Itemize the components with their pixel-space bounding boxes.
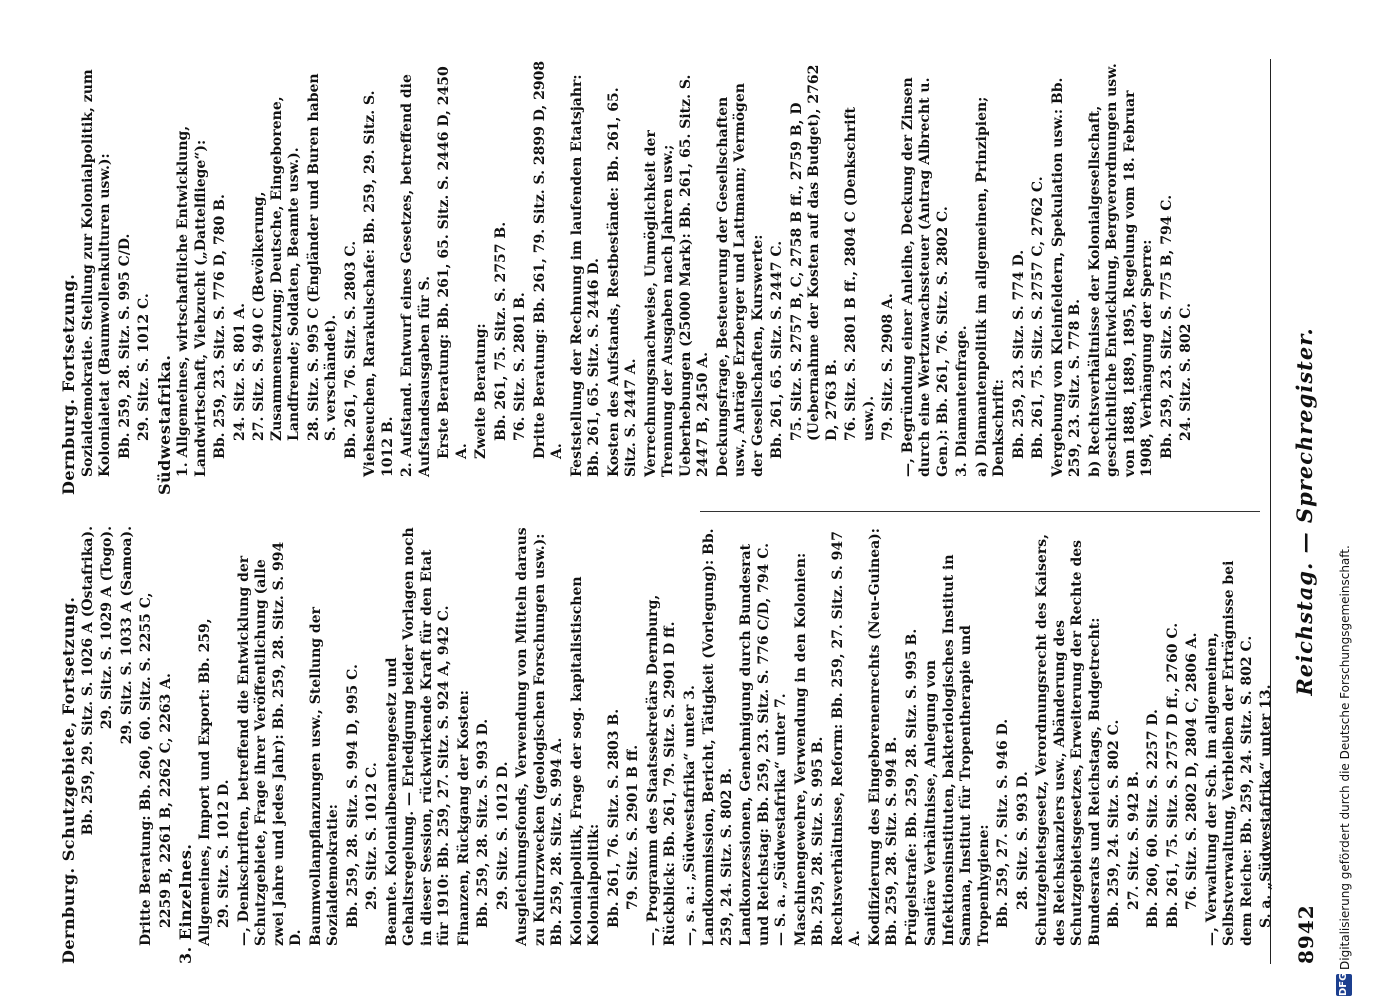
register-entry: —, Programm des Staatssekretärs Dernburg, Rückblick: Bb. 261, 79. Sitz. S. 2901 D ff. xyxy=(644,594,678,946)
register-entry: Landkonzessionen, Genehmigung durch Bundesrat und Reichstag: Bb. 259, 23. Sitz. S. 776 C/D, 794 C. — S. a. „Südwestafrika“ unter 7. xyxy=(738,543,789,946)
register-entry: 29. Sitz. S. 1012 D. xyxy=(494,761,511,910)
register-entry: Allgemeines, Import und Export: Bb. 259, xyxy=(196,618,213,946)
register-entry: 29. Sitz. S. 1033 A (Samoa). xyxy=(118,526,135,745)
register-entry: Kodifizierung des Eingeborenenrechts (Neu-Guinea): Bb. 259, 28. Sitz. S. 994 B. xyxy=(866,528,900,946)
register-entry: S. a. „Südwestafrika“ unter 13. xyxy=(1258,684,1274,928)
register-entry: 79. Sitz. S. 2908 A. xyxy=(880,293,896,441)
register-entry: 28. Sitz. S. 993 D. xyxy=(1014,771,1031,910)
register-entry: Bb. 259, 24. Sitz. S. 802 C. xyxy=(1106,719,1122,928)
register-entry: Kosten des Aufstands, Restbestände: Bb. 261, 65. Sitz. S. 2447 A. xyxy=(605,87,639,477)
register-entry: —, Begründung einer Anleihe, Deckung der Zinsen durch eine Wertzuwachssteuer (Antrag Albrecht u. Gen.): Bb. 261, 76. Sitz. S. 2802 C. xyxy=(899,77,951,477)
right-column xyxy=(60,59,1265,495)
register-entry: Bb. 261, 76. Sitz. S. 2803 C. xyxy=(342,240,359,459)
register-entry: Kolonialpolitik, Frage der sog. kapitalistischen Kolonialpolitik: xyxy=(568,576,602,946)
register-entry: —, Denkschriften, betreffend die Entwicklung der Schutzgebiete, Frage ihrer Veröffentlichung (alle zwei Jahre und jedes Jahr): Bb. 259, 28. Sitz. S. 994 D. xyxy=(235,541,304,946)
register-entry: b) Rechtsverhältnisse der Kolonialgesellschaft, geschichtliche Entwicklung, Bergverordnungen usw. von 1888, 1889, 1895, Regelung vom 18. Februar 1908, Verhängung der Sperre: xyxy=(1086,63,1155,477)
digitization-note xyxy=(1336,0,1354,1000)
register-entry: Feststellung der Rechnung im laufenden Etatsjahr: Bb. 261, 65. Sitz. S. 2446 D. xyxy=(568,74,602,477)
register-entry: 29. Sitz. S. 1029 A (Togo). xyxy=(99,526,115,730)
register-entry: 3. Einzelnes. xyxy=(176,843,195,964)
register-entry: 1. Allgemeines, wirtschaftliche Entwicklung, Landwirtschaft, Viehzucht („Dattelfliege“): xyxy=(175,125,209,477)
register-entry: 29. Sitz. S. 1012 C. xyxy=(136,293,152,441)
left-column xyxy=(59,526,1274,964)
register-entry: —, s. a.: „Südwestafrika“ unter 3. xyxy=(681,685,698,946)
register-entry: Rechtsverhältnisse, Reform: Bb. 259, 27. Sitz. S. 947 A. xyxy=(829,531,863,946)
register-entry: 79. Sitz. S. 2901 B ff. xyxy=(625,744,641,910)
register-entry: 2259 B, 2261 B, 2262 C, 2263 A. xyxy=(157,673,174,928)
register-entry: Südwestafrika. xyxy=(154,354,174,495)
register-entry: 24. Sitz. S. 802 C. xyxy=(1178,302,1194,441)
register-entry: Bb. 261, 65. Sitz. S. 2447 C. xyxy=(769,240,785,459)
register-entry: —, Verwaltung der Sch. im allgemeinen, Selbstverwaltung, Verbleiben der Erträgnisse bei dem Reiche: Bb. 259, 24. Sitz. S. 802 C. xyxy=(1203,560,1255,946)
register-entry: Sanitäre Verhältnisse, Anlegung von Infektionsinstituten, bakteriologisches Institut in Samana, Institut für Tropentherapie und Tropenhygiene: xyxy=(923,554,992,946)
register-entry: Schutzgebietsgesetz, Verordnungsrecht des Kaisers, des Reichskanzlers usw., Abänderung des Schutzgebietsgesetzes, Erweiterung der Rechte des Bundesrats und Reichstags, Budgetrecht: xyxy=(1034,534,1103,946)
register-entry: Beamte. Kolonialbeamtengesetz und Gehaltsregelung. — Erledigung beider Vorlagen noch in dieser Session, rückwirkende Kraft für den Etat für 1910: Bb. 259, 27. Sitz. S. 924 A, 942 C. xyxy=(383,527,452,946)
register-entry: 29. Sitz. S. 1012 C. xyxy=(364,762,380,910)
register-entry: Erste Beratung: Bb. 261, 65. Sitz. S. 2446 D, 2450 A. xyxy=(436,66,470,459)
register-entry: Bb. 260, 60. Sitz. S. 2257 D. xyxy=(1145,709,1161,928)
register-entry: 27. Sitz. S. 942 B. xyxy=(1125,771,1142,910)
register-entry: 3. Diamantenfrage. xyxy=(954,325,970,477)
register-entry: a) Diamantenpolitik im allgemeinen, Prinzipien; Denkschrift: xyxy=(973,96,1007,477)
register-entry: Sozialdemokratie. Stellung zur Kolonialpolitik, zum Kolonialetat (Baumwollenkulturen usw.): xyxy=(79,69,113,477)
register-entry: Baumwollanpflanzungen usw., Stellung der Sozialdemokratie: xyxy=(307,607,341,946)
register-entry: Bb. 259, 23. Sitz. S. 776 D, 780 B. xyxy=(212,194,228,459)
register-entry: Dernburg. Schutzgebiete, Fortsetzung. xyxy=(59,596,78,964)
register-entry: Bb. 259, 28. Sitz. S. 994 D, 995 C. xyxy=(344,664,361,928)
dfg-logo: DFG xyxy=(1336,974,1352,996)
register-entry: Vergebung von Kleinfeldern, Spekulation usw.: Bb. 259, 23. Sitz. S. 778 B. xyxy=(1049,77,1083,477)
column-divider xyxy=(700,511,1260,512)
register-entry: 27. Sitz. S. 940 C (Bevölkerung, Zusammensetzung; Deutsche, Eingeborene, Landfremde; Soldaten, Beamte usw.). xyxy=(251,96,302,441)
register-entry: Bb. 261, 75. Sitz. S. 2757 B. xyxy=(492,221,509,441)
register-entry: Ausgleichungsfonds, Verwendung von Mitteln daraus zu Kulturzwecken (geologischen Forschungen usw.): Bb. 259, 28. Sitz. S. 994 A. xyxy=(514,527,565,946)
register-entry: 76. Sitz. S. 2801 B ff., 2804 C (Denkschrift usw.). xyxy=(843,106,877,441)
register-entry: 28. Sitz. S. 995 C (Engländer und Buren haben S. verschändet). xyxy=(305,73,339,441)
register-entry: Bb. 261, 75. Sitz. S. 2757 C, 2762 C. xyxy=(1030,176,1046,459)
register-entry: Bb. 259, 23. Sitz. S. 774 D. xyxy=(1010,249,1027,459)
register-entry: Verrechnungsnachweise, Unmöglichkeit der Trennung der Ausgaben nach Jahren usw.; Ueberhebungen (25000 Mark): Bb. 261, 65. Sitz. S. 2447 B, 2450 A. xyxy=(642,74,711,477)
page-header xyxy=(1288,59,1328,964)
register-entry: Bb. 259, 29. Sitz. S. 1026 A (Ostafrika). xyxy=(79,526,96,836)
register-entry: 2. Aufstand. Entwurf eines Gesetzes, betreffend die Aufstandsausgaben für S. xyxy=(399,74,433,477)
register-entry: 29. Sitz. S. 1012 D. xyxy=(216,779,232,928)
register-entry: Bb. 259, 23. Sitz. S. 775 B, 794 C. xyxy=(1158,194,1175,459)
register-entry: Dritte Beratung: Bb. 260, 60. Sitz. S. 2255 C, xyxy=(138,592,154,946)
register-entry: Deckungsfrage, Besteuerung der Gesellschaften usw., Anträge Erzberger und Lattmann; Vermögen der Gesellschaften, Kurswerte: xyxy=(714,83,766,477)
register-entry: Bb. 259, 28. Sitz. S. 993 D. xyxy=(475,718,491,928)
running-title: Reichstag. — Sprechregister. xyxy=(1292,327,1317,696)
register-entry: Viehseuchen, Rarakulschafe: Bb. 259, 29. Sitz. S. 1012 B. xyxy=(362,90,396,477)
register-entry: Bb. 261, 76. Sitz. S. 2803 B. xyxy=(605,708,622,928)
register-entry: 75. Sitz. S. 2757 B, C, 2758 B ff., 2759 B, D (Uebernahme der Kosten auf das Budget), 2762 D, 2763 B. xyxy=(788,64,840,441)
page-number: 8942 xyxy=(1294,904,1318,964)
register-entry: Prügelstrafe: Bb. 259, 28. Sitz. S. 995 B. xyxy=(903,628,920,946)
register-entry: Dernburg. Fortsetzung. xyxy=(59,273,78,495)
register-entry: Finanzen, Rückgang der Kosten: xyxy=(455,690,472,946)
digitization-note-text: Digitalisierung gefördert durch die Deutsche Forschungsgemeinschaft. xyxy=(1338,545,1352,970)
register-entry: Dritte Beratung: Bb. 261, 79. Sitz. S. 2899 D, 2908 A. xyxy=(531,60,565,459)
register-entry: Maschinengewehre, Verwendung in den Kolonien: Bb. 259, 28. Sitz. S. 995 B. xyxy=(792,552,826,946)
register-entry: 76. Sitz. S. 2801 B. xyxy=(512,292,528,441)
register-entry: 76. Sitz. S. 2802 D, 2804 C, 2806 A. xyxy=(1184,632,1200,910)
register-entry: Zweite Beratung: xyxy=(473,323,489,459)
register-entry: 24. Sitz. S. 801 A. xyxy=(231,302,248,441)
register-entry: Bb. 259, 28. Sitz. S. 995 C/D. xyxy=(116,233,133,459)
register-entry: Landkommission, Bericht, Tätigkeit (Vorlegung): Bb. 259, 24. Sitz. S. 802 B. xyxy=(701,528,735,946)
register-entry: Bb. 259, 27. Sitz. S. 946 D. xyxy=(995,718,1011,928)
register-entry: Bb. 261, 75. Sitz. S. 2757 D ff., 2760 C. xyxy=(1164,622,1181,928)
